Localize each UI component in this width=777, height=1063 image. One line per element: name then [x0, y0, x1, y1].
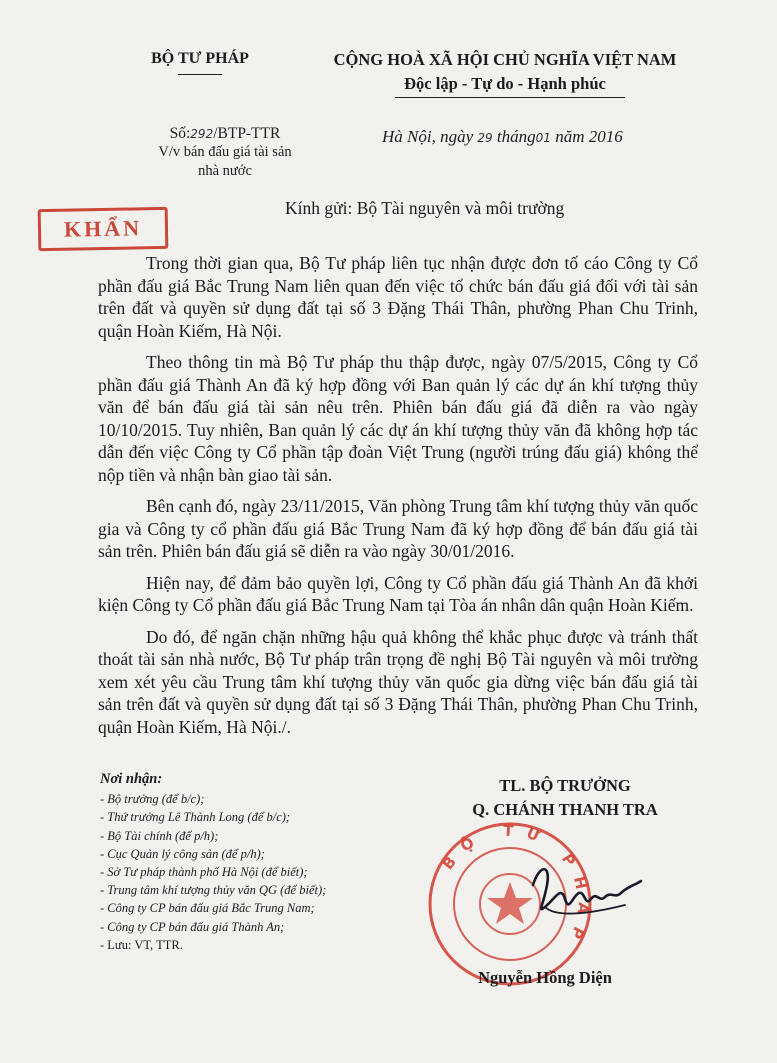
signature-title-1: TL. BỘ TRƯỞNG: [499, 776, 631, 795]
body-paragraph: Do đó, để ngăn chặn những hậu quả không thể khắc phục được và tránh thất thoát tài sản nhà nước, Bộ Tư pháp trân trọng đề nghị Bộ Tài nguyên và môi trường xem xét yêu cầu Trung tâm khí tượng thủy văn quốc gia dừng việc bán đấu giá tài sản trên đất và quyền sử dụng đất tại số 3 Đặng Thái Thân, phường Phan Chu Trinh, quận Hoàn Kiếm, Hà Nội./.: [98, 626, 698, 737]
letter-body: [98, 252, 698, 747]
date-month-handwritten: 01: [535, 131, 551, 145]
place-date-prefix: Hà Nội, ngày: [382, 127, 474, 146]
list-item: - Công ty CP bán đấu giá Bắc Trung Nam;: [100, 901, 315, 916]
list-item: - Thứ trưởng Lê Thành Long (để b/c);: [100, 810, 291, 825]
date-day-handwritten: 29: [477, 131, 493, 145]
document-subject: [120, 143, 330, 181]
signer-name: Nguyễn Hồng Diện: [478, 968, 612, 987]
document-number-prefix: Số:: [169, 125, 191, 142]
signature-title-2: Q. CHÁNH THANH TRA: [472, 800, 658, 819]
body-paragraph: Theo thông tin mà Bộ Tư pháp thu thập được, ngày 07/5/2015, Công ty Cổ phần đấu giá Thành An đã ký hợp đồng với Ban quản lý các dự án khí tượng thủy văn để bán đấu giá tài sản nêu trên. Phiên bán đấu giá đã diễn ra vào ngày 10/10/2015. Tuy nhiên, Ban quản lý các dự án khí tượng thủy văn đã không hợp tác dẫn đến việc Công ty Cổ phần tập đoàn Việt Trung (người trúng đấu giá) không thể nộp tiền và nhận bàn giao tài sản.: [98, 352, 698, 485]
signature-icon: [525, 855, 645, 935]
national-motto: Độc lập - Tự do - Hạnh phúc: [404, 74, 606, 93]
place-date: [382, 127, 702, 147]
date-year: năm 2016: [555, 127, 623, 146]
list-item: - Công ty CP bán đấu giá Thành An;: [100, 919, 285, 934]
recipients-title: Nơi nhận:: [100, 771, 163, 787]
subject-line-1: V/v bán đấu giá tài sản: [158, 144, 292, 160]
list-item: - Lưu: VT, TTR.: [100, 937, 183, 952]
ministry-underline: [178, 74, 222, 75]
list-item: - Bộ trưởng (để b/c);: [100, 792, 205, 807]
document-number-handwritten: 292: [190, 127, 214, 141]
motto-underline: [395, 97, 625, 98]
list-item: - Sở Tư pháp thành phố Hà Nội (để biết);: [100, 865, 308, 880]
national-title: CỘNG HOÀ XÃ HỘI CHỦ NGHĨA VIỆT NAM: [333, 50, 677, 69]
list-item: - Bộ Tài chính (để p/h);: [100, 828, 219, 843]
seal-text: BỘ TƯ PHÁP: [438, 821, 593, 953]
list-item: - Cục Quản lý công sản (để p/h);: [100, 846, 265, 861]
date-month-label: tháng: [496, 127, 536, 146]
urgent-stamp: KHẨN: [38, 207, 169, 251]
recipient-line: Kính gửi: Bộ Tài nguyên và môi trường: [285, 198, 565, 218]
document-number-suffix: /BTP-TTR: [213, 125, 281, 142]
body-paragraph: Hiện nay, để đảm bảo quyền lợi, Công ty Cổ phần đấu giá Thành An đã khởi kiện Công ty Cổ phần đấu giá Bắc Trung Nam tại Tòa án nhân dân quận Hoàn Kiếm.: [98, 572, 698, 615]
body-paragraph: Bên cạnh đó, ngày 23/11/2015, Văn phòng Trung tâm khí tượng thủy văn quốc gia và Công ty cổ phần đấu giá Bắc Trung Nam đã ký hợp đồng để bán đấu giá tài sản trên. Phiên bán đấu giá sẽ diễn ra vào ngày 30/01/2016.: [98, 496, 698, 561]
list-item: - Trung tâm khí tượng thủy văn QG (để biết);: [100, 883, 327, 898]
document-number: [130, 124, 320, 144]
subject-line-2: nhà nước: [198, 163, 252, 179]
body-paragraph: Trong thời gian qua, Bộ Tư pháp liên tục nhận được đơn tố cáo Công ty Cổ phần đấu giá Bắc Trung Nam liên quan đến việc tổ chức bán đấu giá đối với tài sản trên đất và quyền sử dụng đất tại số 3 Đặng Thái Thân, phường Phan Chu Trinh, quận Hoàn Kiếm, Hà Nội.: [98, 253, 698, 341]
recipients-list: [100, 790, 430, 954]
ministry-name: BỘ TƯ PHÁP: [151, 50, 249, 67]
recipients-block: [100, 770, 430, 954]
